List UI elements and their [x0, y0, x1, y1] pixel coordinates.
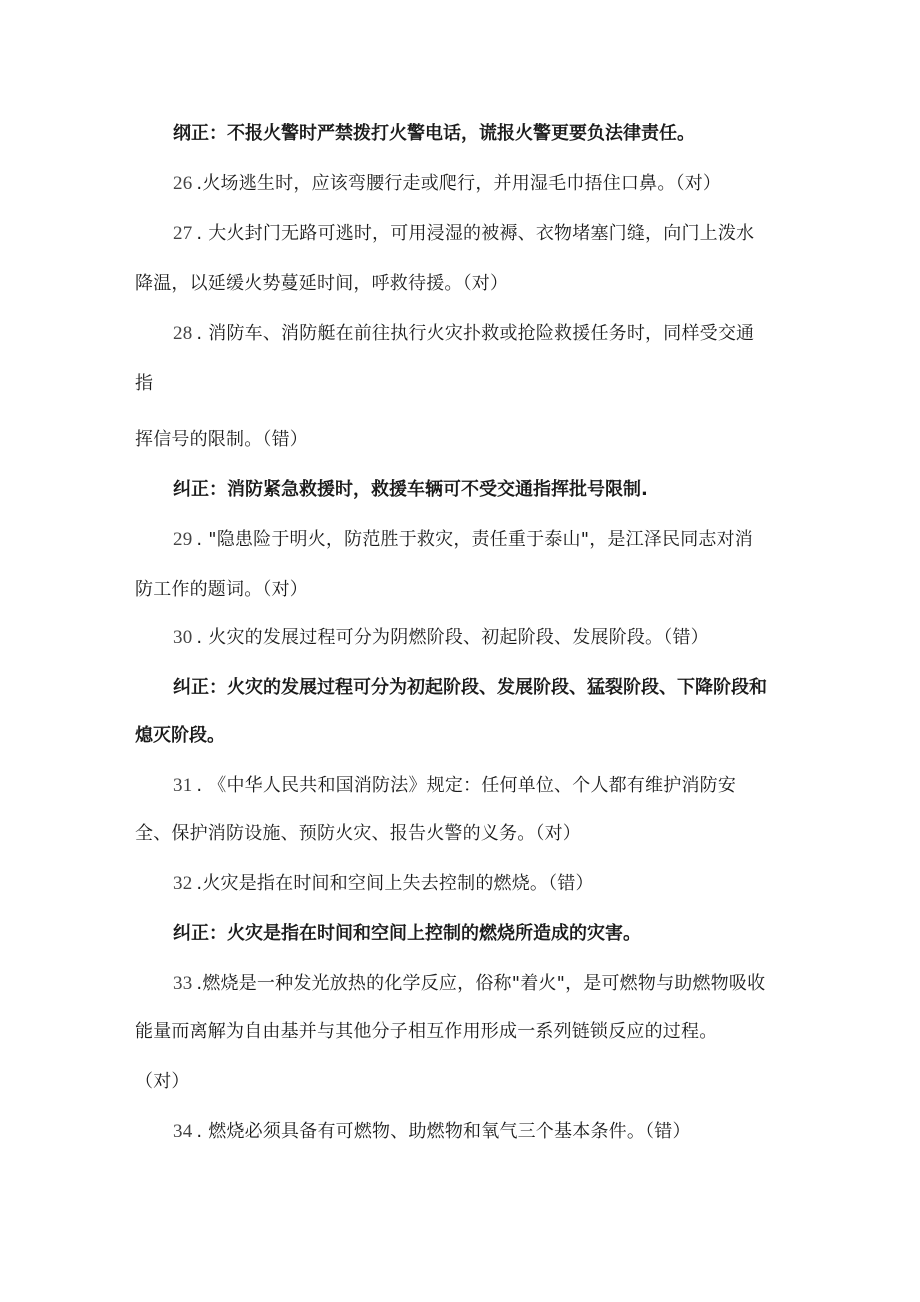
- question-text: （对）: [135, 1071, 190, 1092]
- question-text: 能量而离解为自由基并与其他分子相互作用形成一系列链锁反应的过程。: [135, 1021, 718, 1042]
- question-text: . 《中华人民共和国消防法》规定：任何单位、个人都有维护消防安: [196, 775, 737, 796]
- question-text: .火场逃生时，应该弯腰行走或爬行，并用湿毛巾捂住口鼻。（对）: [196, 173, 722, 194]
- question-number: 28: [173, 323, 193, 344]
- question-28-cont: [135, 372, 153, 396]
- question-text: 全、保护消防设施、预防火灾、报告火警的义务。（对）: [135, 823, 581, 844]
- question-30: [173, 626, 709, 650]
- question-text: . "隐患险于明火，防范胜于救灾，责任重于泰山"，是江泽民同志对消: [196, 529, 754, 550]
- question-29-cont: [135, 578, 308, 602]
- question-text: . 火灾的发展过程可分为阴燃阶段、初起阶段、发展阶段。（错）: [196, 627, 709, 648]
- question-34: [173, 1120, 691, 1144]
- question-text: 挥信号的限制。（错）: [135, 429, 308, 450]
- correction-line: [173, 922, 641, 946]
- question-text: 指: [135, 373, 154, 394]
- correction-line: [173, 122, 695, 146]
- question-number: 26: [173, 173, 193, 194]
- question-33: [173, 972, 765, 996]
- question-text: .火灾是指在时间和空间上失去控制的燃烧。（错）: [196, 873, 594, 894]
- question-28: [173, 322, 754, 346]
- correction-line-cont: [135, 724, 225, 748]
- correction-line: [173, 676, 767, 700]
- question-29: [173, 528, 753, 552]
- line-text: 纠正：消防紧急救援时，救援车辆可不受交通指挥批号限制.: [173, 479, 648, 500]
- question-text: 防工作的题词。（对）: [135, 579, 308, 600]
- line-text: 熄灭阶段。: [135, 725, 225, 746]
- question-number: 32: [173, 873, 193, 894]
- question-number: 29: [173, 529, 193, 550]
- question-number: 34: [173, 1121, 193, 1142]
- question-32: [173, 872, 594, 896]
- question-number: 31: [173, 775, 193, 796]
- line-text: 纲正：不报火警时严禁拨打火警电话，谎报火警更要负法律责任。: [173, 123, 695, 144]
- question-31: [173, 774, 736, 798]
- question-26: [173, 172, 721, 196]
- question-text: . 燃烧必须具备有可燃物、助燃物和氧气三个基本条件。（错）: [196, 1121, 691, 1142]
- line-text: 纠正：火灾是指在时间和空间上控制的燃烧所造成的灾害。: [173, 923, 641, 944]
- question-28-cont: [135, 428, 308, 452]
- question-number: 27: [173, 223, 193, 244]
- question-33-cont: [135, 1070, 190, 1094]
- question-text: 降温，以延缓火势蔓延时间，呼救待援。（对）: [135, 273, 509, 294]
- question-31-cont: [135, 822, 581, 846]
- question-number: 33: [173, 973, 193, 994]
- question-text: . 消防车、消防艇在前往执行火灾扑救或抢险救援任务时，同样受交通: [196, 323, 755, 344]
- question-27: [173, 222, 754, 246]
- line-text: 纠正：火灾的发展过程可分为初起阶段、发展阶段、猛裂阶段、下降阶段和: [173, 677, 767, 698]
- question-number: 30: [173, 627, 193, 648]
- correction-line: [173, 478, 648, 502]
- question-text: . 大火封门无路可逃时，可用浸湿的被褥、衣物堵塞门缝，向门上泼水: [196, 223, 755, 244]
- question-text: .燃烧是一种发光放热的化学反应，俗称"着火"，是可燃物与助燃物吸收: [196, 973, 766, 994]
- question-33-cont: [135, 1020, 717, 1044]
- question-27-cont: [135, 272, 508, 296]
